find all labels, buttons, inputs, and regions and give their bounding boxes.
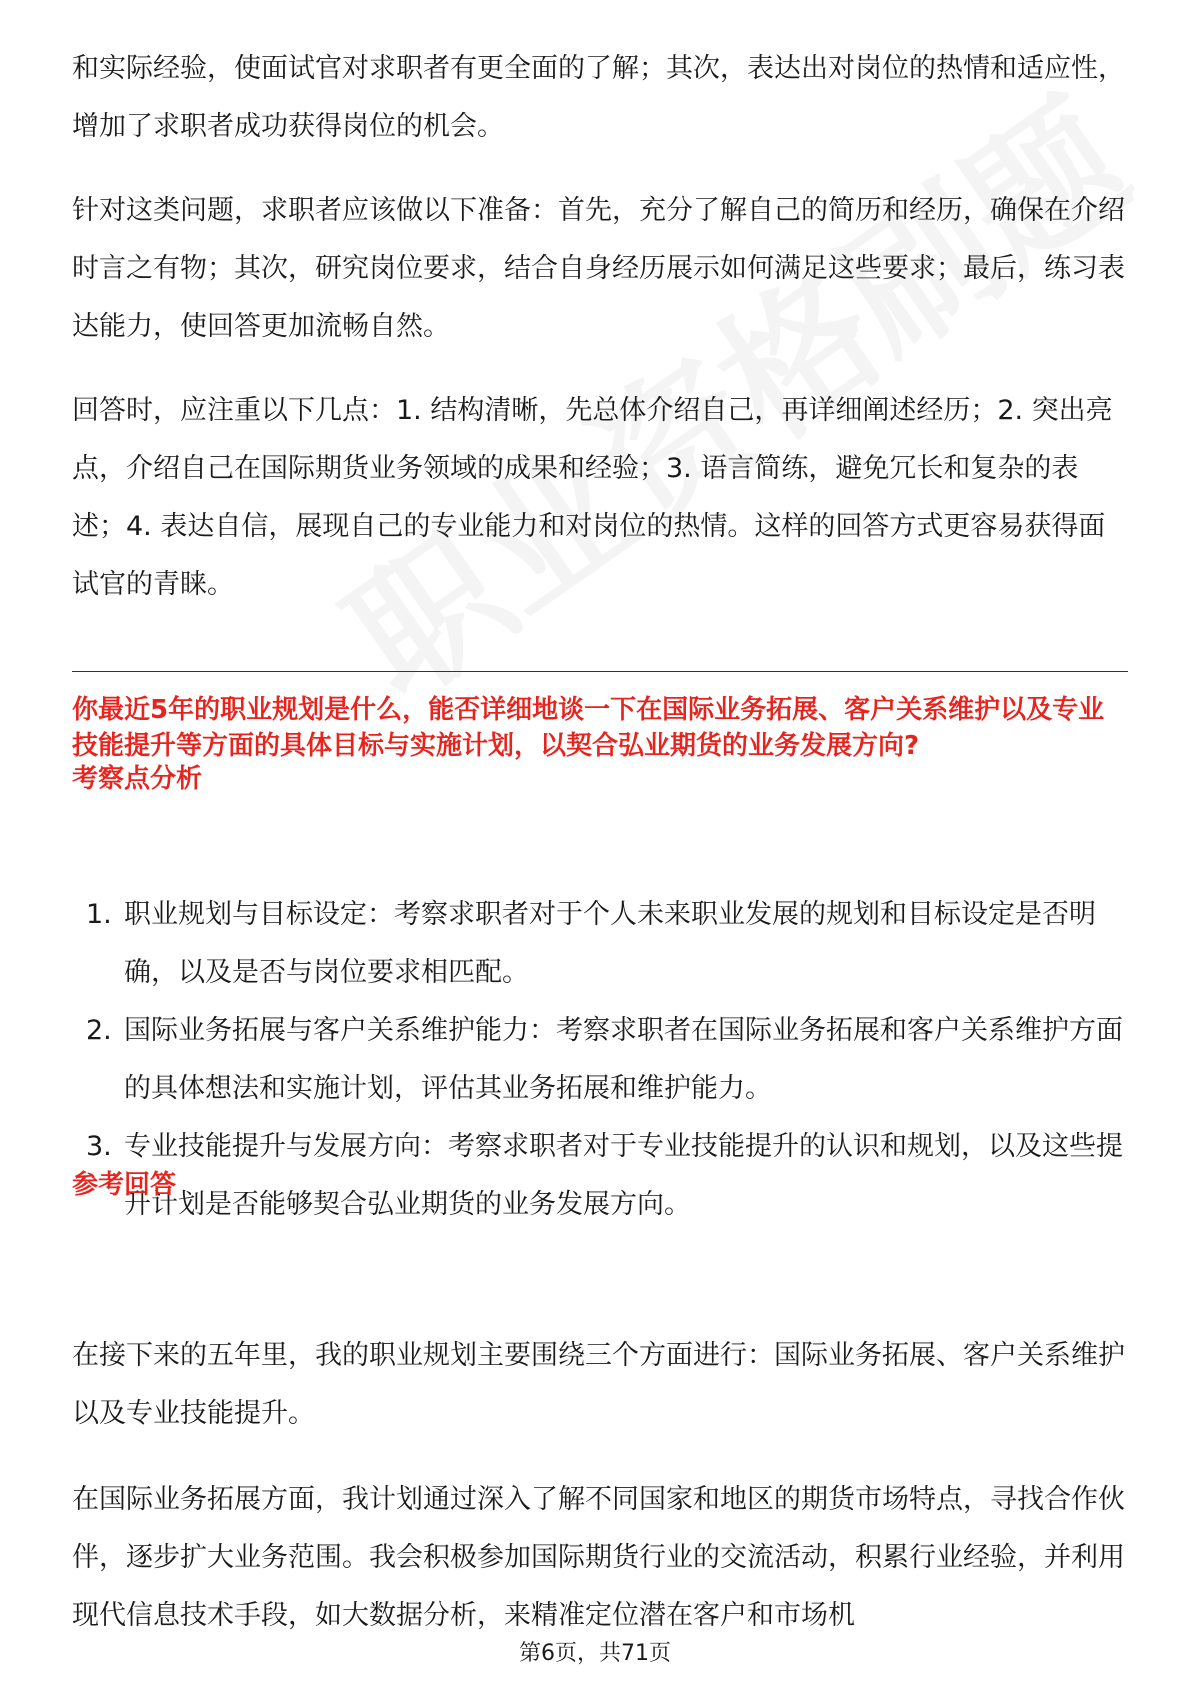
analysis-item-text: 专业技能提升与发展方向：考察求职者对于专业技能提升的认识和规划，以及这些提升计划是否能够契合弘业期货的业务发展方向。: [124, 1131, 1123, 1220]
section-divider: [72, 671, 1128, 672]
answer-paragraph-2: 在国际业务拓展方面，我计划通过深入了解不同国家和地区的期货市场特点，寻找合作伙伴，逐步扩大业务范围。我会积极参加国际期货行业的交流活动，积累行业经验，并利用现代信息技术手段，如大数据分析，来精准定位潜在客户和市场机: [72, 1484, 1125, 1631]
interview-question: 你最近5年的职业规划是什么，能否详细地谈一下在国际业务拓展、客户关系维护以及专业技能提升等方面的具体目标与实施计划，以契合弘业期货的业务发展方向?: [72, 695, 1105, 761]
analysis-item: [72, 1118, 1128, 1234]
page-number: 第6页，共71页: [519, 1641, 671, 1666]
analysis-item-text: 国际业务拓展与客户关系维护能力：考察求职者在国际业务拓展和客户关系维护方面的具体想法和实施计划，评估其业务拓展和维护能力。: [124, 1015, 1123, 1104]
answer-paragraph-1: 在接下来的五年里，我的职业规划主要围绕三个方面进行：国际业务拓展、客户关系维护以及专业技能提升。: [72, 1340, 1125, 1429]
analysis-list: [72, 886, 1128, 1234]
analysis-item: [72, 886, 1128, 1002]
reference-heading: 参考回答: [72, 1170, 177, 1200]
intro-section: [72, 40, 1128, 614]
analysis-item-number: 1.: [86, 899, 112, 930]
intro-paragraph-1: 和实际经验，使面试官对求职者有更全面的了解；其次，表达出对岗位的热情和适应性，增加了求职者成功获得岗位的机会。: [72, 53, 1125, 142]
intro-paragraph-3: 回答时，应注重以下几点：1. 结构清晰，先总体介绍自己，再详细阐述经历；2. 突出亮点，介绍自己在国际期货业务领域的成果和经验；3. 语言简练，避免冗长和复杂的表述；4. 表达自信，展现自己的专业能力和对岗位的热情。这样的回答方式更容易获得面试官的青睐。: [72, 395, 1113, 600]
analysis-heading: 考察点分析: [72, 764, 203, 794]
analysis-item-text: 职业规划与目标设定：考察求职者对于个人未来职业发展的规划和目标设定是否明确，以及是否与岗位要求相匹配。: [124, 899, 1096, 988]
analysis-item-number: 2.: [86, 1015, 112, 1046]
reference-answer: [72, 1327, 1128, 1645]
analysis-item: [72, 1002, 1128, 1118]
analysis-item-number: 3.: [86, 1131, 112, 1162]
intro-paragraph-2: 针对这类问题，求职者应该做以下准备：首先，充分了解自己的简历和经历，确保在介绍时言之有物；其次，研究岗位要求，结合自身经历展示如何满足这些要求；最后，练习表达能力，使回答更加流畅自然。: [72, 195, 1125, 342]
